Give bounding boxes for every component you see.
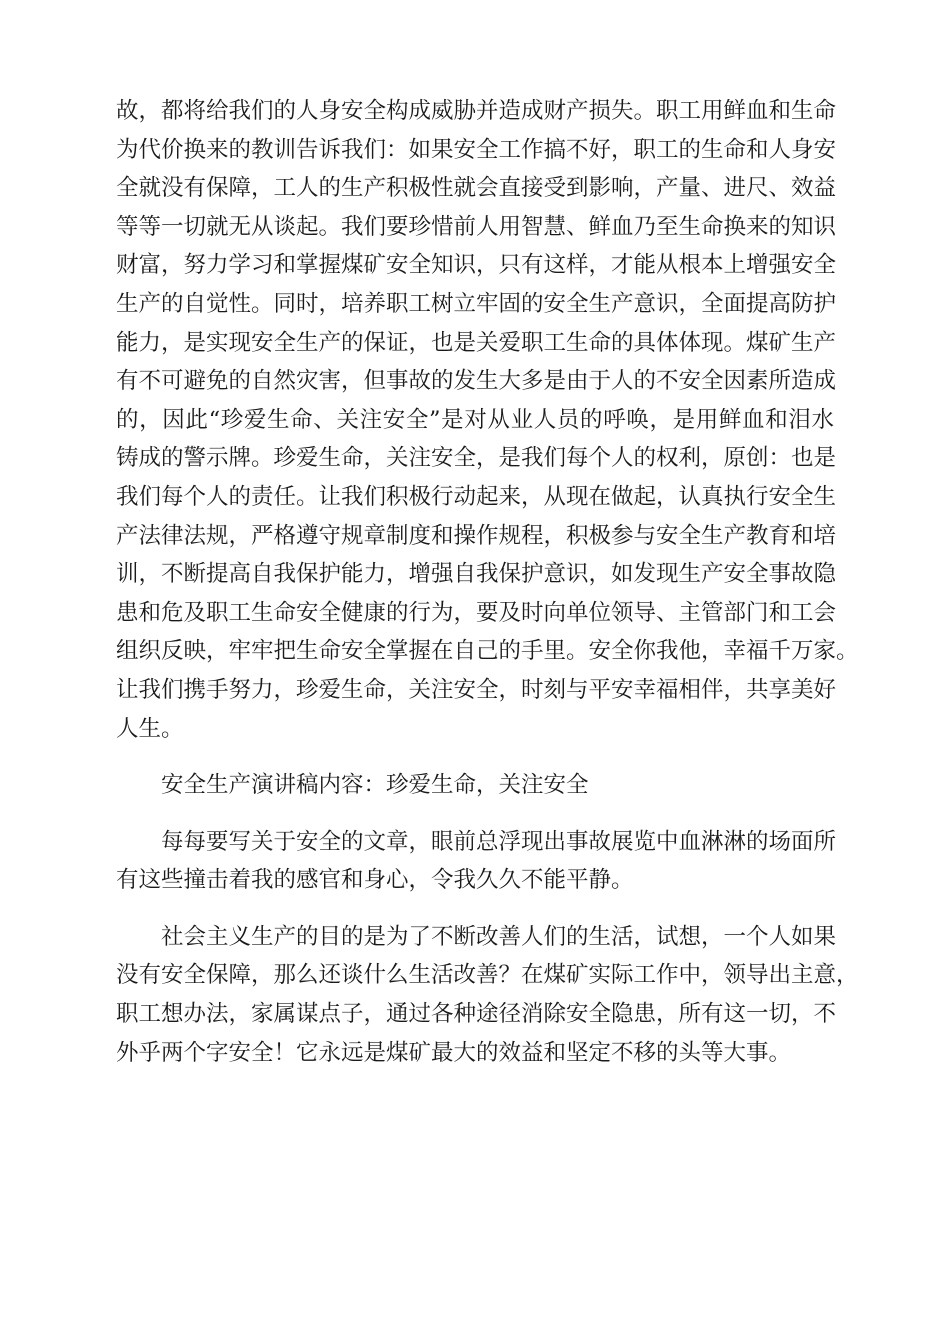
- text-line: 每每要写关于安全的文章，眼前总浮现出事故展览中血淋淋的场面所: [161, 828, 837, 855]
- text-line: 外乎两个字安全！它永远是煤矿最大的效益和坚定不移的头等大事。: [116, 1039, 792, 1066]
- paragraph-3: [116, 823, 837, 900]
- text-line: 故，都将给我们的人身安全构成威胁并造成财产损失。职工用鲜血和生命: [116, 98, 837, 124]
- paragraph-4: [116, 918, 859, 1072]
- text-line: 训，不断提高自我保护能力，增强自我保护意识，如发现生产安全事故隐: [116, 561, 837, 588]
- text-line: 没有安全保障，那么还谈什么生活改善？在煤矿实际工作中，领导出主意，: [116, 962, 859, 989]
- paragraph-spacer: [116, 900, 834, 918]
- text-line: 等等一切就无从谈起。我们要珍惜前人用智慧、鲜血乃至生命换来的知识: [116, 213, 837, 240]
- text-line: 生产的自觉性。同时，培养职工树立牢固的安全生产意识，全面提高防护: [116, 290, 837, 317]
- paragraph-spacer: [116, 805, 834, 823]
- text-line: 有这些撞击着我的感官和身心，令我久久不能平静。: [116, 867, 634, 894]
- text-line: 铸成的警示牌。珍爱生命，关注安全，是我们每个人的权利，原创：也是: [116, 445, 837, 472]
- text-line: 患和危及职工生命安全健康的行为，要及时向单位领导、主管部门和工会: [116, 599, 837, 626]
- text-line: 我们每个人的责任。让我们积极行动起来，从现在做起，认真执行安全生: [116, 483, 837, 510]
- paragraph-1: [116, 92, 859, 748]
- text-line: 全就没有保障，工人的生产积极性就会直接受到影响，产量、进尺、效益: [116, 175, 837, 202]
- text-line: 能力，是实现安全生产的保证，也是关爱职工生命的具体体现。煤矿生产: [116, 329, 837, 356]
- text-line: 让我们携手努力，珍爱生命，关注安全，时刻与平安幸福相伴，共享美好: [116, 676, 837, 703]
- text-line: 有不可避免的自然灾害，但事故的发生大多是由于人的不安全因素所造成: [116, 368, 837, 395]
- paragraph-spacer: [116, 748, 834, 766]
- section-heading: [116, 766, 834, 805]
- document-body: [116, 92, 859, 1072]
- text-line: 人生。: [116, 715, 184, 742]
- text-line: 的，因此“珍爱生命、关注安全”是对从业人员的呼唤，是用鲜血和泪水: [116, 406, 834, 433]
- text-line: 产法律法规，严格遵守规章制度和操作规程，积极参与安全生产教育和培: [116, 522, 837, 549]
- text-line: 组织反映，牢牢把生命安全掌握在自己的手里。安全你我他，幸福千万家。: [116, 638, 859, 665]
- heading-text: 安全生产演讲稿内容：珍爱生命，关注安全: [161, 772, 589, 799]
- text-line: 财富，努力学习和掌握煤矿安全知识，只有这样，才能从根本上增强安全: [116, 252, 837, 279]
- text-line: 职工想办法，家属谋点子，通过各种途径消除安全隐患，所有这一切，不: [116, 1001, 837, 1028]
- text-line: 社会主义生产的目的是为了不断改善人们的生活，试想，一个人如果: [161, 923, 837, 950]
- text-line: 为代价换来的教训告诉我们：如果安全工作搞不好，职工的生命和人身安: [116, 136, 837, 163]
